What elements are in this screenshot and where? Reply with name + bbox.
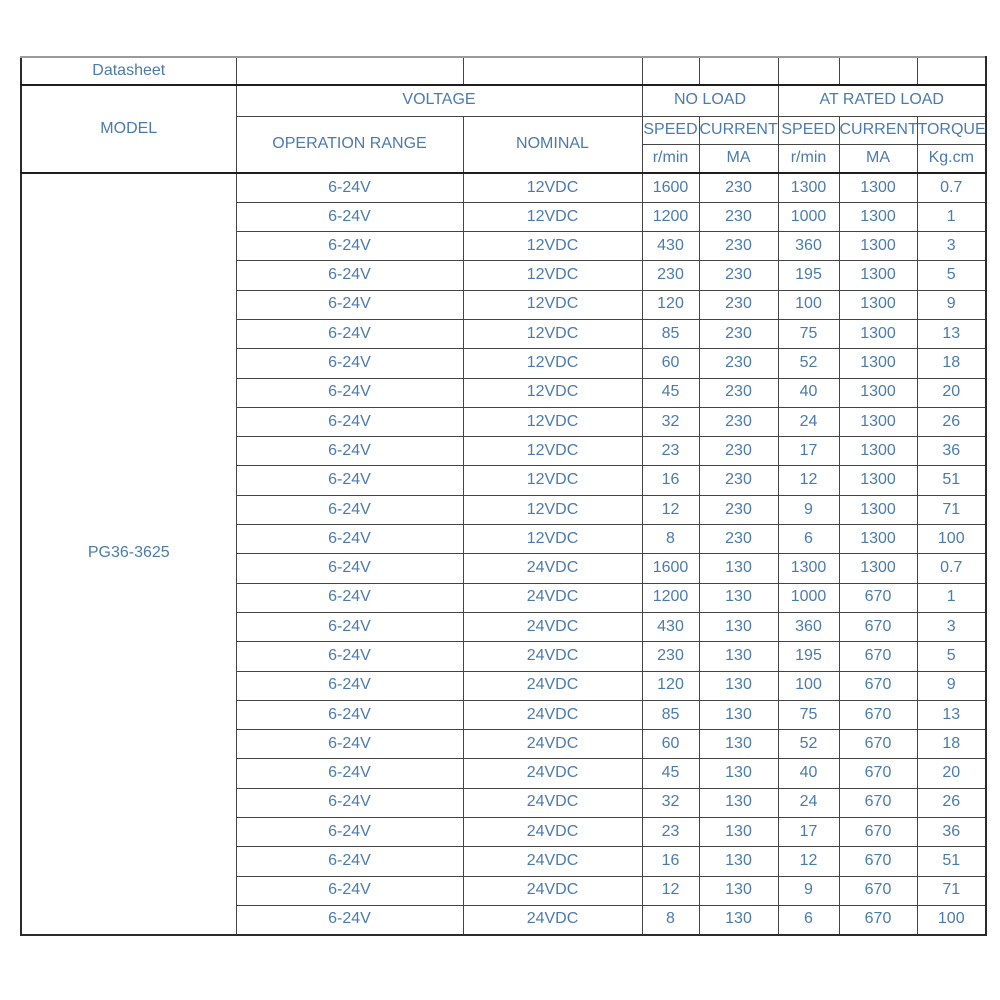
rated-current-cell: 670 (839, 671, 917, 700)
nominal-cell: 24VDC (463, 876, 642, 905)
torque-cell: 1 (917, 583, 986, 612)
torque-cell: 100 (917, 905, 986, 934)
nominal-cell: 24VDC (463, 700, 642, 729)
nominal-cell: 12VDC (463, 232, 642, 261)
datasheet-row-empty-cell (778, 57, 839, 85)
no-load-current-cell: 230 (699, 437, 778, 466)
operation-range-cell: 6-24V (236, 378, 463, 407)
no-load-current-unit: MA (699, 144, 778, 173)
rated-speed-cell: 6 (778, 525, 839, 554)
no-load-speed-cell: 120 (642, 290, 699, 319)
no-load-speed-cell: 16 (642, 847, 699, 876)
rated-speed-cell: 1300 (778, 173, 839, 202)
torque-cell: 51 (917, 847, 986, 876)
nominal-cell: 12VDC (463, 261, 642, 290)
rated-current-unit: MA (839, 144, 917, 173)
rated-current-cell: 1300 (839, 319, 917, 348)
rated-current-cell: 670 (839, 788, 917, 817)
rated-current-cell: 1300 (839, 407, 917, 436)
torque-cell: 5 (917, 642, 986, 671)
operation-range-cell: 6-24V (236, 173, 463, 202)
torque-cell: 51 (917, 466, 986, 495)
nominal-cell: 24VDC (463, 642, 642, 671)
no-load-current-cell: 130 (699, 905, 778, 934)
rated-current-cell: 670 (839, 700, 917, 729)
rated-current-cell: 670 (839, 759, 917, 788)
rated-speed-cell: 1000 (778, 202, 839, 231)
no-load-speed-cell: 12 (642, 495, 699, 524)
rated-current-cell: 1300 (839, 378, 917, 407)
no-load-current-cell: 230 (699, 407, 778, 436)
header-group-row (21, 85, 986, 116)
rated-current-cell: 670 (839, 876, 917, 905)
datasheet-row-empty-cell (236, 57, 463, 85)
no-load-current-cell: 130 (699, 759, 778, 788)
torque-cell: 13 (917, 700, 986, 729)
no-load-speed-cell: 12 (642, 876, 699, 905)
torque-cell: 0.7 (917, 554, 986, 583)
rated-speed-cell: 12 (778, 847, 839, 876)
no-load-speed-cell: 23 (642, 437, 699, 466)
rated-current-cell: 670 (839, 905, 917, 934)
no-load-current-cell: 130 (699, 642, 778, 671)
rated-speed-cell: 40 (778, 378, 839, 407)
torque-cell: 26 (917, 788, 986, 817)
no-load-current-cell: 230 (699, 378, 778, 407)
nominal-cell: 12VDC (463, 407, 642, 436)
no-load-speed-unit: r/min (642, 144, 699, 173)
no-load-current-cell: 230 (699, 173, 778, 202)
no-load-current-cell: 130 (699, 700, 778, 729)
rated-speed-cell: 24 (778, 407, 839, 436)
rated-speed-header: SPEED (778, 116, 839, 144)
rated-current-cell: 1300 (839, 290, 917, 319)
no-load-current-cell: 130 (699, 612, 778, 641)
rated-current-cell: 670 (839, 847, 917, 876)
no-load-current-cell: 130 (699, 876, 778, 905)
rated-current-header: CURRENT (839, 116, 917, 144)
torque-cell: 18 (917, 730, 986, 759)
no-load-current-cell: 230 (699, 466, 778, 495)
no-load-current-cell: 130 (699, 583, 778, 612)
torque-cell: 71 (917, 876, 986, 905)
operation-range-cell: 6-24V (236, 671, 463, 700)
nominal-cell: 24VDC (463, 730, 642, 759)
no-load-speed-cell: 8 (642, 525, 699, 554)
torque-cell: 36 (917, 818, 986, 847)
model-value: PG36-3625 (21, 173, 236, 935)
rated-speed-cell: 52 (778, 349, 839, 378)
nominal-cell: 12VDC (463, 525, 642, 554)
rated-current-cell: 1300 (839, 349, 917, 378)
torque-cell: 0.7 (917, 173, 986, 202)
rated-current-cell: 670 (839, 583, 917, 612)
operation-range-header: OPERATION RANGE (236, 116, 463, 173)
datasheet-row-empty-cell (917, 57, 986, 85)
torque-cell: 18 (917, 349, 986, 378)
operation-range-cell: 6-24V (236, 612, 463, 641)
nominal-cell: 12VDC (463, 378, 642, 407)
rated-speed-cell: 75 (778, 319, 839, 348)
nominal-cell: 24VDC (463, 671, 642, 700)
no-load-current-cell: 230 (699, 349, 778, 378)
no-load-speed-cell: 85 (642, 700, 699, 729)
no-load-speed-cell: 23 (642, 818, 699, 847)
rated-current-cell: 1300 (839, 202, 917, 231)
nominal-cell: 12VDC (463, 466, 642, 495)
rated-speed-cell: 75 (778, 700, 839, 729)
rated-current-cell: 670 (839, 818, 917, 847)
rated-speed-cell: 100 (778, 290, 839, 319)
rated-current-cell: 670 (839, 612, 917, 641)
no-load-speed-cell: 120 (642, 671, 699, 700)
no-load-current-cell: 230 (699, 261, 778, 290)
no-load-speed-cell: 8 (642, 905, 699, 934)
rated-speed-cell: 360 (778, 232, 839, 261)
no-load-speed-cell: 430 (642, 232, 699, 261)
rated-speed-cell: 1000 (778, 583, 839, 612)
torque-cell: 13 (917, 319, 986, 348)
no-load-speed-cell: 85 (642, 319, 699, 348)
no-load-speed-cell: 1600 (642, 173, 699, 202)
no-load-speed-cell: 1200 (642, 583, 699, 612)
operation-range-cell: 6-24V (236, 847, 463, 876)
datasheet-table (20, 56, 987, 936)
operation-range-cell: 6-24V (236, 261, 463, 290)
torque-cell: 9 (917, 290, 986, 319)
rated-speed-cell: 24 (778, 788, 839, 817)
voltage-header: VOLTAGE (236, 85, 642, 116)
rated-speed-cell: 9 (778, 495, 839, 524)
no-load-current-cell: 130 (699, 554, 778, 583)
no-load-speed-cell: 45 (642, 378, 699, 407)
operation-range-cell: 6-24V (236, 202, 463, 231)
no-load-current-cell: 130 (699, 671, 778, 700)
no-load-current-cell: 230 (699, 319, 778, 348)
datasheet-row-empty-cell (642, 57, 699, 85)
no-load-speed-cell: 230 (642, 642, 699, 671)
torque-cell: 36 (917, 437, 986, 466)
datasheet-row-empty-cell (699, 57, 778, 85)
operation-range-cell: 6-24V (236, 905, 463, 934)
no-load-speed-cell: 230 (642, 261, 699, 290)
torque-cell: 9 (917, 671, 986, 700)
rated-speed-cell: 100 (778, 671, 839, 700)
operation-range-cell: 6-24V (236, 876, 463, 905)
rated-current-cell: 1300 (839, 437, 917, 466)
operation-range-cell: 6-24V (236, 466, 463, 495)
nominal-cell: 12VDC (463, 437, 642, 466)
nominal-cell: 24VDC (463, 554, 642, 583)
at-rated-load-header: AT RATED LOAD (778, 85, 986, 116)
nominal-cell: 12VDC (463, 202, 642, 231)
operation-range-cell: 6-24V (236, 759, 463, 788)
operation-range-cell: 6-24V (236, 349, 463, 378)
no-load-current-cell: 130 (699, 847, 778, 876)
no-load-current-header: CURRENT (699, 116, 778, 144)
operation-range-cell: 6-24V (236, 495, 463, 524)
datasheet-row-empty-cell (839, 57, 917, 85)
no-load-current-cell: 230 (699, 202, 778, 231)
rated-speed-cell: 40 (778, 759, 839, 788)
rated-current-cell: 1300 (839, 525, 917, 554)
torque-cell: 100 (917, 525, 986, 554)
no-load-speed-cell: 60 (642, 730, 699, 759)
operation-range-cell: 6-24V (236, 319, 463, 348)
no-load-current-cell: 230 (699, 495, 778, 524)
rated-current-cell: 670 (839, 730, 917, 759)
no-load-speed-cell: 32 (642, 788, 699, 817)
operation-range-cell: 6-24V (236, 525, 463, 554)
nominal-cell: 24VDC (463, 612, 642, 641)
no-load-speed-cell: 1200 (642, 202, 699, 231)
nominal-cell: 24VDC (463, 818, 642, 847)
no-load-speed-cell: 60 (642, 349, 699, 378)
operation-range-cell: 6-24V (236, 788, 463, 817)
rated-speed-cell: 195 (778, 642, 839, 671)
nominal-cell: 24VDC (463, 905, 642, 934)
rated-current-cell: 1300 (839, 232, 917, 261)
operation-range-cell: 6-24V (236, 554, 463, 583)
no-load-current-cell: 230 (699, 232, 778, 261)
nominal-cell: 24VDC (463, 583, 642, 612)
operation-range-cell: 6-24V (236, 407, 463, 436)
operation-range-cell: 6-24V (236, 642, 463, 671)
operation-range-cell: 6-24V (236, 818, 463, 847)
rated-speed-cell: 1300 (778, 554, 839, 583)
torque-cell: 5 (917, 261, 986, 290)
torque-cell: 26 (917, 407, 986, 436)
operation-range-cell: 6-24V (236, 290, 463, 319)
torque-cell: 71 (917, 495, 986, 524)
rated-speed-cell: 17 (778, 818, 839, 847)
nominal-cell: 12VDC (463, 319, 642, 348)
operation-range-cell: 6-24V (236, 730, 463, 759)
datasheet-label: Datasheet (21, 57, 236, 85)
nominal-cell: 24VDC (463, 847, 642, 876)
rated-speed-cell: 6 (778, 905, 839, 934)
nominal-cell: 24VDC (463, 788, 642, 817)
rated-speed-cell: 195 (778, 261, 839, 290)
no-load-speed-cell: 16 (642, 466, 699, 495)
operation-range-cell: 6-24V (236, 583, 463, 612)
rated-current-cell: 1300 (839, 173, 917, 202)
torque-cell: 20 (917, 759, 986, 788)
rated-current-cell: 1300 (839, 495, 917, 524)
operation-range-cell: 6-24V (236, 700, 463, 729)
operation-range-cell: 6-24V (236, 232, 463, 261)
nominal-cell: 12VDC (463, 495, 642, 524)
no-load-current-cell: 230 (699, 290, 778, 319)
model-header: MODEL (21, 85, 236, 173)
no-load-speed-cell: 32 (642, 407, 699, 436)
rated-speed-cell: 9 (778, 876, 839, 905)
rated-speed-cell: 17 (778, 437, 839, 466)
datasheet-row-empty-cell (463, 57, 642, 85)
nominal-header: NOMINAL (463, 116, 642, 173)
no-load-current-cell: 130 (699, 788, 778, 817)
torque-header: TORQUE (917, 116, 986, 144)
no-load-speed-cell: 1600 (642, 554, 699, 583)
rated-speed-cell: 12 (778, 466, 839, 495)
datasheet-title-row (21, 57, 986, 85)
nominal-cell: 12VDC (463, 290, 642, 319)
no-load-speed-header: SPEED (642, 116, 699, 144)
operation-range-cell: 6-24V (236, 437, 463, 466)
torque-cell: 3 (917, 612, 986, 641)
no-load-speed-cell: 45 (642, 759, 699, 788)
rated-current-cell: 1300 (839, 554, 917, 583)
no-load-speed-cell: 430 (642, 612, 699, 641)
rated-speed-unit: r/min (778, 144, 839, 173)
torque-cell: 3 (917, 232, 986, 261)
torque-cell: 20 (917, 378, 986, 407)
rated-speed-cell: 360 (778, 612, 839, 641)
torque-cell: 1 (917, 202, 986, 231)
no-load-current-cell: 130 (699, 818, 778, 847)
rated-current-cell: 1300 (839, 466, 917, 495)
nominal-cell: 12VDC (463, 349, 642, 378)
rated-current-cell: 1300 (839, 261, 917, 290)
torque-unit: Kg.cm (917, 144, 986, 173)
nominal-cell: 24VDC (463, 759, 642, 788)
rated-current-cell: 670 (839, 642, 917, 671)
no-load-current-cell: 130 (699, 730, 778, 759)
no-load-current-cell: 230 (699, 525, 778, 554)
rated-speed-cell: 52 (778, 730, 839, 759)
nominal-cell: 12VDC (463, 173, 642, 202)
no-load-header: NO LOAD (642, 85, 778, 116)
table-row (21, 173, 986, 202)
